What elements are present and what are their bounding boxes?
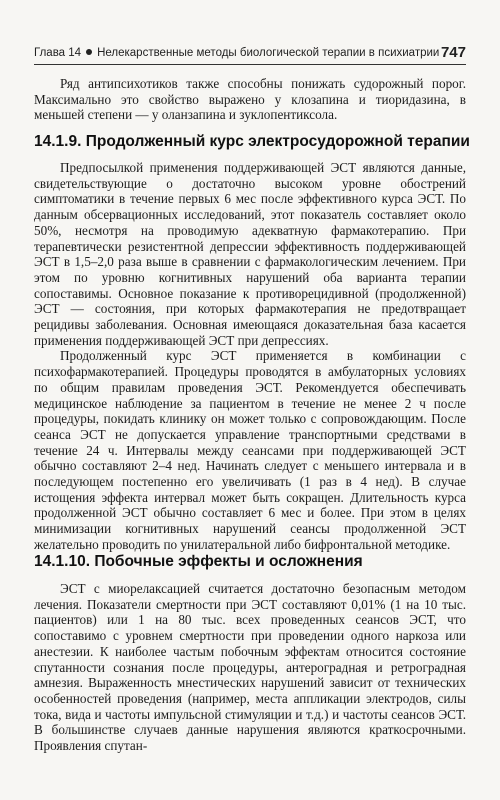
header-divider xyxy=(34,64,466,65)
body-paragraph: Продолженный курс ЭСТ применяется в комбинации с психофармакотерапией. Процедуры проводятся в амбулаторных условиях по общим правилам проведения ЭСТ. Рекомендуется обеспечивать медицинское наблюдение за пациентом в течение не менее 2 ч после процедуры, покидать клинику он может только с сопровождающим. После сеанса ЭСТ не допускается управление транспортными средствами в течение 24 ч. Интервалы между сеансами при поддерживающей ЭСТ обычно составляют 2–4 нед. Начинать следует с меньшего интервала и в последующем постепенно его увеличивать (1 раз в 4 нед). В случае истощения эффекта интервал может быть сокращен. Длительность курса продолженной ЭСТ обычно составляет 6 мес и более. При этом в целях минимизации когнитивных нарушений сеансы продолженной ЭСТ желательно проводить по унилатеральной либо бифронтальной методике. xyxy=(34,348,466,552)
page-number: 747 xyxy=(440,44,466,61)
section-14-1-10-body xyxy=(34,581,466,754)
body-paragraph: ЭСТ с миорелаксацией считается достаточно безопасным методом лечения. Показатели смертности при ЭСТ составляют 0,01% (1 на 10 тыс. пациентов) или 1 на 80 тыс. всех проведенных сеансов ЭСТ, что сопоставимо с уровнем смертности при проведении одного наркоза или анестезии. К наиболее частым побочным эффектам относится состояние спутанности сознания после процедуры, антероградная и ретроградная амнезия. Выраженность мнестических нарушений зависит от технических особенностей проведения (например, места аппликации электродов, силы тока, вида и частоты импульсной стимуляции и т.д.) и частоты сеансов ЭСТ. В большинстве случаев данные нарушения являются краткосрочными. Проявления спутан- xyxy=(34,581,466,754)
chapter-title: Нелекарственные методы биологической терапии в психиатрии xyxy=(97,47,440,59)
body-paragraph: Предпосылкой применения поддерживающей ЭСТ являются данные, свидетельствующие о достаточно высоком уровне обострений симптоматики в течение первых 6 мес после эффективного курса ЭСТ. По данным обсервационных исследований, этот показатель составляет около 50%, несмотря на проводимую адекватную фармакотерапию. При терапевтически резистентной депрессии эффективность поддерживающей ЭСТ в 1,5–2,0 раза выше в сравнении с фармакологическим лечением. При этом по уровню когнитивных нарушений оба варианта терапии сопоставимы. Основное показание к противорецидивной (продолженной) ЭСТ — состояния, при которых фармакотерапия не предотвращает рецидивы заболевания. Основная имеющаяся доказательная база касается применения поддерживающей ЭСТ при депрессиях. xyxy=(34,160,466,348)
intro-block xyxy=(34,76,466,123)
section-heading-14-1-9: 14.1.9. Продолженный курс электросудорожной терапии xyxy=(34,133,470,150)
bullet-separator-icon xyxy=(86,49,92,55)
section-heading-14-1-10: 14.1.10. Побочные эффекты и осложнения xyxy=(34,553,363,570)
running-head xyxy=(34,44,466,64)
running-head-chapter xyxy=(34,47,439,59)
intro-paragraph: Ряд антипсихотиков также способны понижать судорожный порог. Максимально это свойство выражено у клозапина и тиоридазина, в меньшей степени — у оланзапина и зуклопентиксола. xyxy=(34,76,466,123)
chapter-number: Глава 14 xyxy=(34,47,82,59)
section-14-1-9-body xyxy=(34,160,466,553)
